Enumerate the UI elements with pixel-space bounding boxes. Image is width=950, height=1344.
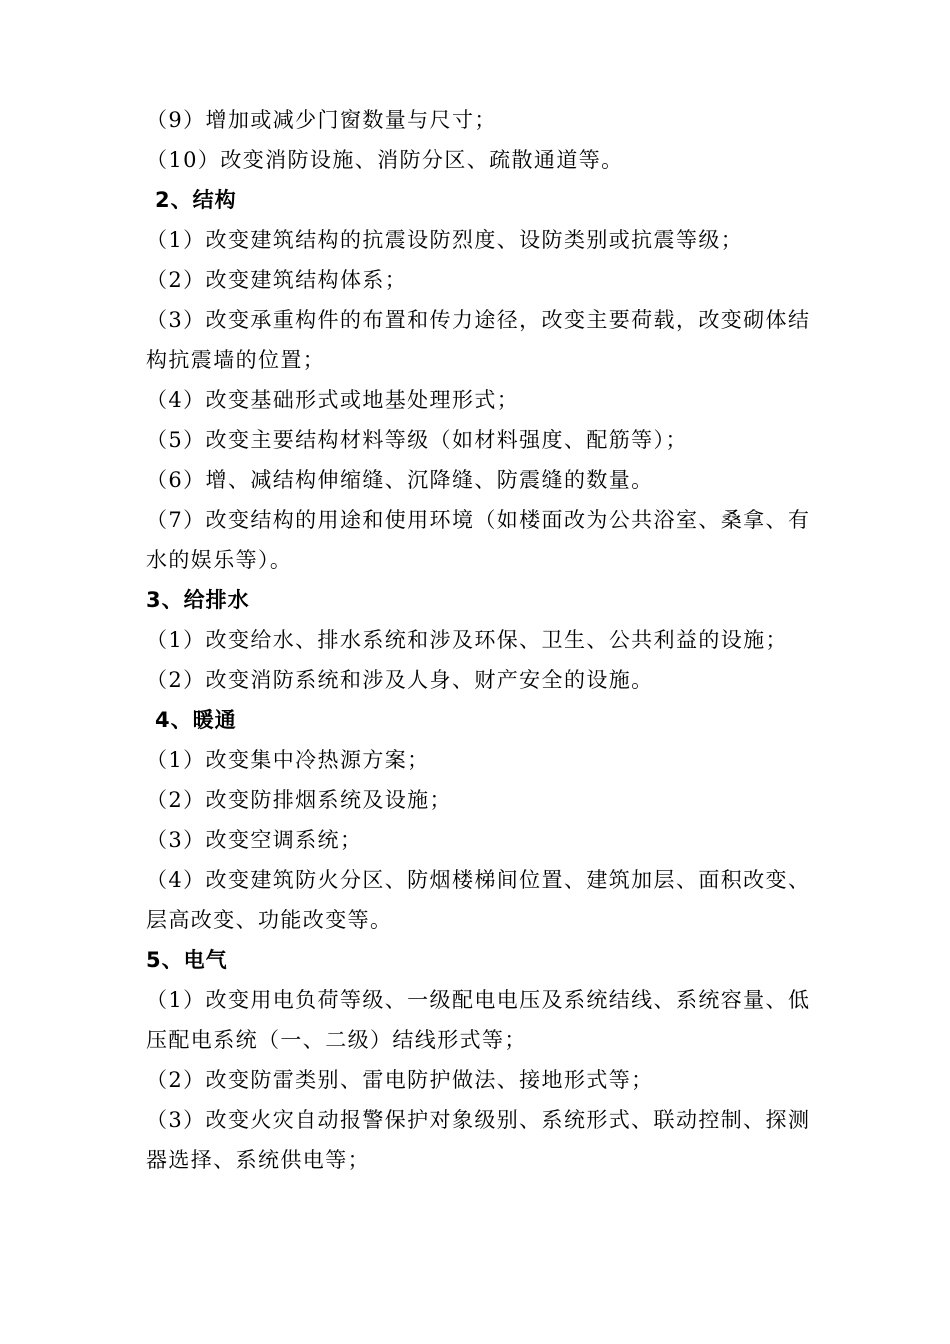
- list-item-structure-2: （2）改变建筑结构体系；: [146, 268, 408, 292]
- section-heading-plumbing: 3、给排水: [146, 588, 250, 612]
- list-item-structure-7-continued: 水的娱乐等）。: [146, 548, 293, 572]
- list-item-structure-1: （1）改变建筑结构的抗震设防烈度、设防类别或抗震等级；: [146, 228, 744, 252]
- document-body: [146, 100, 816, 1180]
- list-item-9-doors-windows: （9）增加或减少门窗数量与尺寸；: [146, 108, 497, 132]
- list-item-structure-6: （6）增、减结构伸缩缝、沉降缝、防震缝的数量。: [146, 468, 654, 492]
- list-item-plumbing-2: （2）改变消防系统和涉及人身、财产安全的设施。: [146, 668, 654, 692]
- list-item-electrical-2: （2）改变防雷类别、雷电防护做法、接地形式等；: [146, 1068, 654, 1092]
- list-item-hvac-1: （1）改变集中冷热源方案；: [146, 748, 430, 772]
- list-item-electrical-1: （1）改变用电负荷等级、一级配电电压及系统结线、系统容量、低: [146, 988, 811, 1012]
- section-heading-electrical: 5、电气: [146, 948, 228, 972]
- list-item-electrical-3: （3）改变火灾自动报警保护对象级别、系统形式、联动控制、探测: [146, 1108, 811, 1132]
- list-item-structure-7: （7）改变结构的用途和使用环境（如楼面改为公共浴室、桑拿、有: [146, 508, 811, 532]
- list-item-hvac-4: （4）改变建筑防火分区、防烟楼梯间位置、建筑加层、面积改变、: [146, 868, 811, 892]
- list-item-hvac-4-continued: 层高改变、功能改变等。: [146, 908, 393, 932]
- list-item-hvac-3: （3）改变空调系统；: [146, 828, 363, 852]
- list-item-structure-3-continued: 构抗震墙的位置；: [146, 348, 326, 372]
- section-heading-structure: 2、结构: [155, 188, 237, 212]
- list-item-electrical-1-continued: 压配电系统（一、二级）结线形式等；: [146, 1028, 527, 1052]
- list-item-plumbing-1: （1）改变给水、排水系统和涉及环保、卫生、公共利益的设施；: [146, 628, 788, 652]
- list-item-hvac-2: （2）改变防排烟系统及设施；: [146, 788, 452, 812]
- list-item-electrical-3-continued: 器选择、系统供电等；: [146, 1148, 370, 1172]
- section-heading-hvac: 4、暖通: [155, 708, 237, 732]
- list-item-structure-4: （4）改变基础形式或地基处理形式；: [146, 388, 520, 412]
- list-item-structure-5: （5）改变主要结构材料等级（如材料强度、配筋等）；: [146, 428, 688, 452]
- list-item-structure-3: （3）改变承重构件的布置和传力途径，改变主要荷载，改变砌体结: [146, 308, 811, 332]
- list-item-10-fire-facilities: （10）改变消防设施、消防分区、疏散通道等。: [146, 148, 624, 172]
